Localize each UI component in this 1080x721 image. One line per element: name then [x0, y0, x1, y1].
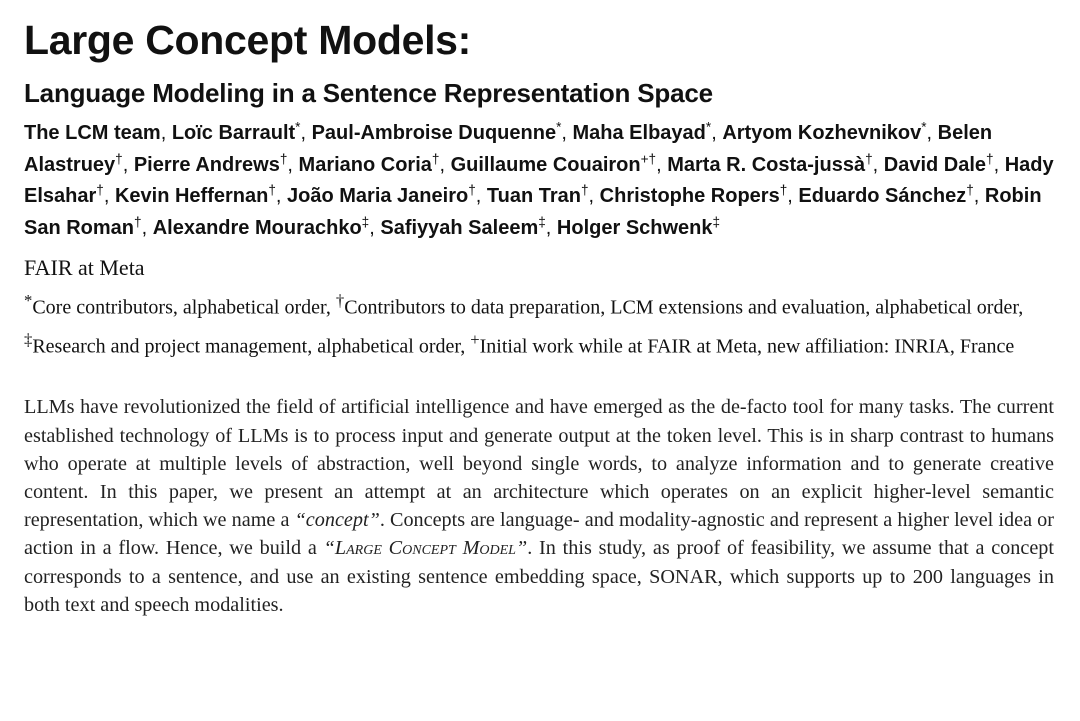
author-mark: +†: [640, 150, 657, 166]
author-mark: †: [779, 182, 788, 198]
author-separator: ,: [287, 153, 299, 176]
core-note: Core contributors, alphabetical order,: [32, 296, 336, 319]
author-mark: ‡: [361, 213, 370, 229]
author-name: Pierre Andrews: [133, 153, 280, 176]
author-name: Marta R. Costa-jussà: [667, 153, 866, 176]
author-entry: [133, 150, 288, 176]
author-separator: ,: [656, 153, 668, 176]
author-name: Paul-Ambroise Duquenne: [311, 122, 557, 144]
author-entry: [667, 150, 873, 176]
author-separator: ,: [475, 185, 487, 207]
author-entry: [486, 182, 589, 207]
author-entry: [599, 182, 788, 207]
author-mark: †: [580, 182, 589, 198]
author-name: Loïc Barrault: [171, 122, 296, 144]
author-entry: [171, 119, 301, 144]
author-mark: ‡: [538, 213, 546, 229]
author-entry: [114, 182, 276, 207]
data-note: Contributors to data preparation, LCM extensions and evaluation, alphabetical order,: [344, 296, 1024, 319]
author-separator: ,: [103, 185, 115, 207]
author-mark: *: [921, 119, 927, 135]
concept-term: “concept”: [294, 509, 380, 532]
author-entry: [450, 150, 657, 176]
author-entry: [380, 213, 546, 239]
author-list: [24, 118, 1054, 244]
author-name: Holger Schwenk: [556, 216, 713, 239]
author-separator: ,: [300, 122, 312, 144]
author-separator: ,: [561, 122, 573, 144]
author-separator: ,: [439, 153, 451, 176]
author-separator: ,: [141, 216, 153, 239]
author-separator: ,: [369, 216, 381, 239]
mgmt-note: Research and project management, alphabetical order,: [32, 335, 471, 358]
mgmt-mark: ‡: [24, 330, 33, 350]
author-name: Safiyyah Saleem: [380, 216, 539, 239]
author-name: The LCM team: [24, 122, 161, 144]
author-entry: [298, 150, 440, 176]
author-separator: ,: [588, 185, 600, 207]
author-mark: *: [705, 119, 712, 135]
abstract-part-1: LLMs have revolutionized the field of artificial intelligence and have emerged as the de-facto tool for many tasks. The current established technology of LLMs is to process input and generate output at the token level. This is in sharp contrast to humans who operate at multiple levels of abstraction, well beyond single words, to analyze information and to generate creative content. In this paper, we present an attempt at an architecture which operates on an explicit higher-level semantic representation, which we name a: [24, 396, 1054, 532]
author-name: Tuan Tran: [486, 185, 581, 207]
author-name: João Maria Janeiro: [287, 185, 469, 207]
author-separator: ,: [275, 185, 288, 207]
author-name: Maha Elbayad: [572, 122, 706, 144]
author-mark: †: [986, 150, 994, 166]
author-name: Robin San Roman: [24, 185, 1042, 239]
author-entry: [883, 150, 994, 176]
author-mark: †: [268, 182, 276, 198]
author-entry: [24, 122, 161, 144]
initial-mark: +: [470, 330, 480, 350]
paper-title: Large Concept Models:: [24, 17, 472, 63]
author-mark: †: [966, 182, 974, 198]
author-name: Belen Alastruey: [24, 122, 993, 176]
author-mark: †: [96, 182, 104, 198]
abstract: [24, 393, 1054, 619]
author-entry: [722, 119, 927, 144]
author-mark: †: [865, 150, 873, 166]
paper-header: [24, 14, 1054, 619]
author-name: Alexandre Mourachko: [152, 216, 362, 239]
author-entry: [572, 119, 712, 144]
author-separator: ,: [160, 122, 172, 144]
author-mark: †: [134, 213, 142, 229]
author-separator: ,: [993, 153, 1005, 176]
affiliation: FAIR at Meta: [24, 255, 145, 280]
author-name: Eduardo Sánchez: [798, 185, 967, 207]
author-mark: †: [468, 182, 476, 198]
author-entry: [311, 119, 562, 144]
lcm-term: “Large Concept Model”: [323, 537, 528, 560]
author-mark: *: [556, 119, 562, 135]
author-name: Christophe Ropers: [599, 185, 780, 207]
initial-note: Initial work while at FAIR at Meta, new affiliation: INRIA, France: [479, 335, 1015, 358]
author-separator: ,: [787, 185, 799, 207]
author-name: David Dale: [883, 153, 987, 176]
author-entry: [556, 213, 721, 239]
author-name: Kevin Heffernan: [114, 185, 269, 207]
author-mark: ‡: [712, 213, 721, 229]
author-mark: †: [279, 150, 288, 166]
author-separator: ,: [973, 185, 985, 207]
author-name: Artyom Kozhevnikov: [722, 122, 922, 144]
author-name: Hady Elsahar: [24, 153, 1054, 207]
abstract-part-3: . In this study, as proof of feasibility, we assume that a concept corresponds to a sentence, and use an existing sentence embedding space, SONAR, which supports up to 200 languages in both text and speech modalities.: [24, 537, 1054, 616]
core-mark: *: [24, 291, 33, 310]
author-entry: [798, 182, 974, 207]
author-separator: ,: [926, 122, 938, 144]
data-mark: †: [335, 291, 345, 310]
contribution-notes: [24, 285, 1054, 363]
author-name: Guillaume Couairon: [450, 153, 641, 176]
author-mark: *: [295, 119, 301, 135]
author-separator: ,: [711, 122, 723, 144]
abstract-part-2: . Concepts are language- and modality-agnostic and represent a higher level idea or action in a flow. Hence, we build a: [24, 509, 1054, 560]
paper-subtitle: Language Modeling in a Sentence Representation Space: [24, 78, 713, 108]
author-entry: [152, 213, 370, 239]
author-name: Mariano Coria: [298, 153, 432, 176]
author-separator: ,: [122, 153, 134, 176]
author-mark: †: [431, 150, 440, 166]
author-separator: ,: [545, 216, 557, 239]
author-entry: [287, 182, 476, 207]
author-separator: ,: [872, 153, 884, 176]
author-mark: †: [115, 150, 123, 166]
